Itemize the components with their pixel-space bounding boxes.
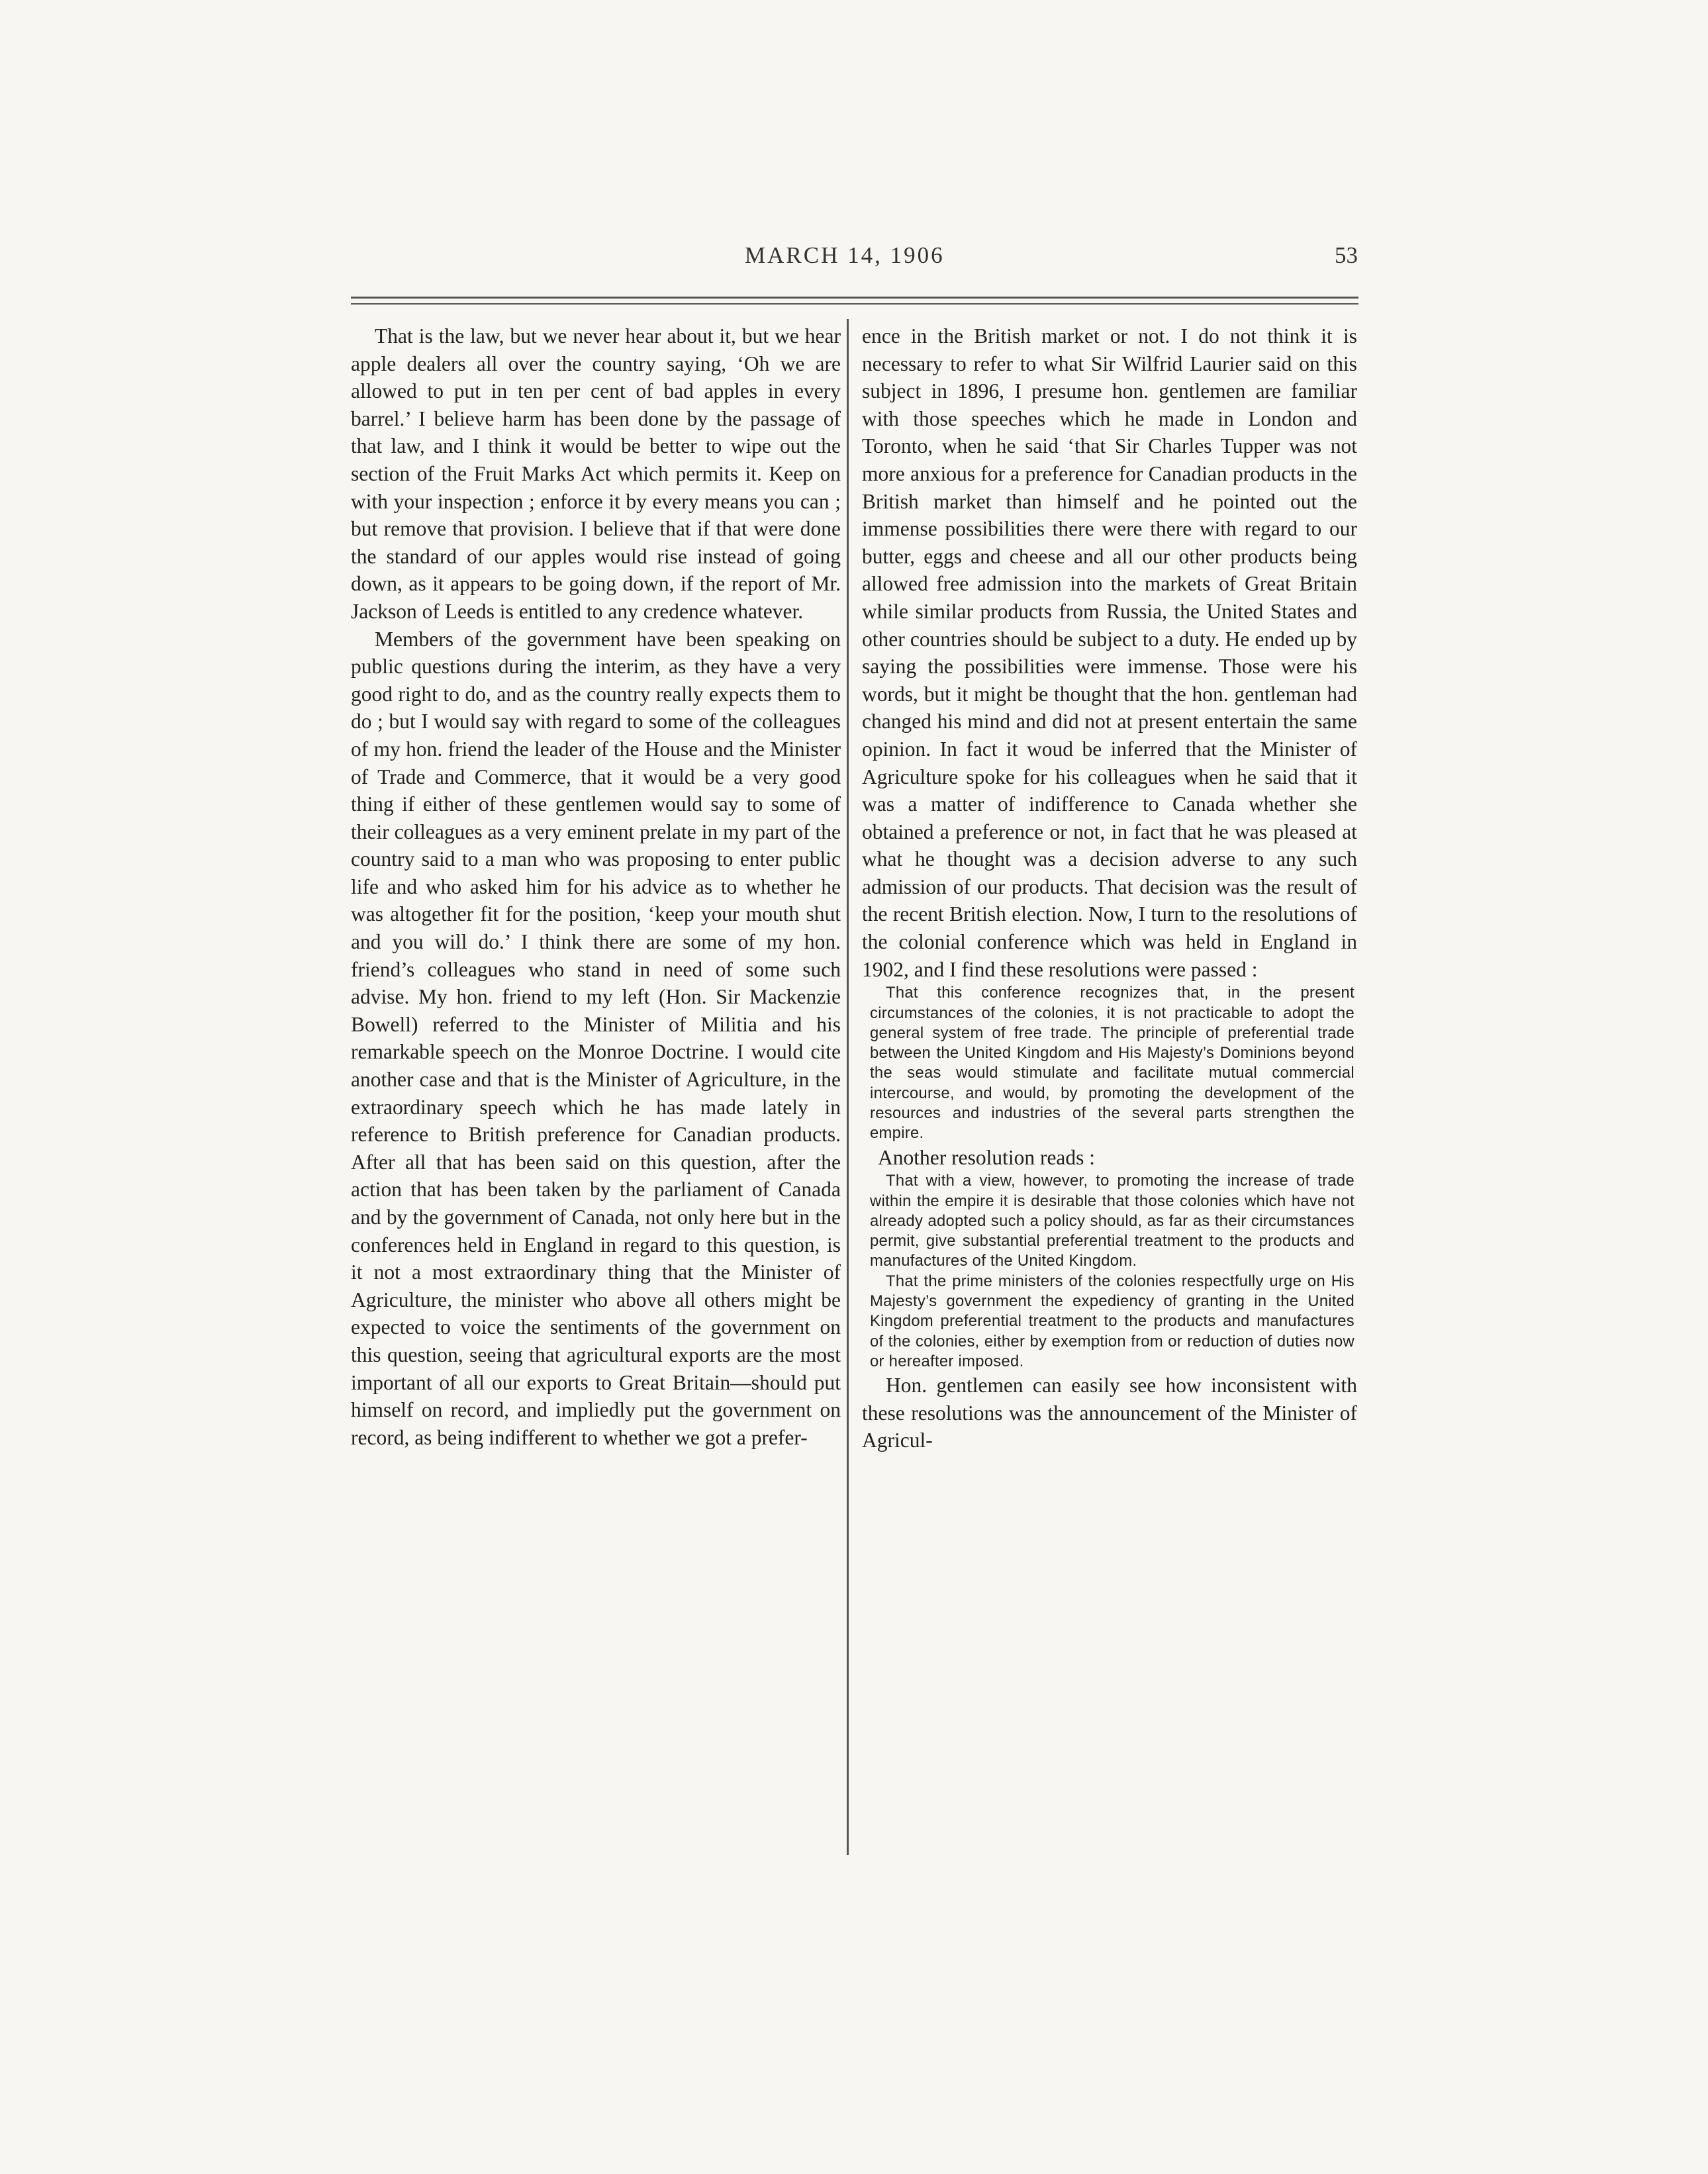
quoted-resolution: That with a view, however, to promoting the increase of trade within the empire it is desirable that those colonies which have not already adopted such a policy should, as far as their circumstances permit, give substantial preferential treatment to the products and manufactures of the United Kingdom. <box>870 1172 1354 1270</box>
page-number: 53 <box>1335 242 1358 268</box>
paragraph: Hon. gentlemen can easily see how inconsistent with these resolutions was the announcement of the Minister of Agricul- <box>862 1374 1357 1452</box>
right-column <box>862 322 1357 1454</box>
left-column <box>351 322 841 1451</box>
paragraph: That is the law, but we never hear about it, but we hear apple dealers all over the country saying, ‘Oh we are allowed to put in ten per cent of bad apples in every barrel.’ I believe harm has been done by the passage of that law, and I think it would be better to wipe out the section of the Fruit Marks Act which permits it. Keep on with your inspection ; enforce it by every means you can ; but remove that provision. I believe that if that were done the standard of our apples would rise instead of going down, as it appears to be going down, if the report of Mr. Jackson of Leeds is entitled to any credence whatever. <box>351 324 841 623</box>
paragraph: Members of the government have been speaking on public questions during the interim, as they have a very good right to do, and as the country really expects them to do ; but I would say with regard to some of the colleagues of my hon. friend the leader of the House and the Minister of Trade and Commerce, that it would be a very good thing if either of these gentlemen would say to some of their colleagues as a very eminent prelate in my part of the country said to a man who was proposing to enter public life and who asked him for his advice as to whether he was altogether fit for the position, ‘keep your mouth shut and you will do.’ I think there are some of my hon. friend’s colleagues who stand in need of some such advise. My hon. friend to my left (Hon. Sir Mackenzie Bowell) referred to the Minister of Militia and his remarkable speech on the Monroe Doctrine. I would cite another case and that is the Minister of Agriculture, in the extraordinary speech which he has made lately in reference to British preference for Canadian products. After all that has been said on this question, after the action that has been taken by the parliament of Canada and by the government of Canada, not only here but in the conferences held in England in regard to this question, is it not a most extraordinary thing that the Minister of Agriculture, the minister who above all others might be expected to voice the sentiments of the government on this question, seeing that agricultural exports are the most important of all our exports to Great Britain—should put himself on record, and impliedly put the government on record, as being indifferent to whether we got a prefer- <box>351 627 841 1449</box>
header-rule-thin <box>351 303 1358 305</box>
quoted-resolution: That this conference recognizes that, in the present circumstances of the colonies, it is not practicable to adopt the general system of free trade. The principle of preferential trade between the United Kingdom and His Majesty’s Dominions beyond the seas would stimulate and facilitate mutual commercial intercourse, and would, by promoting the development of the resources and industries of the several parts strengthen the empire. <box>870 984 1354 1143</box>
page-date-header: MARCH 14, 1906 <box>745 242 945 268</box>
paragraph-lead: Another resolution reads : <box>878 1145 1096 1169</box>
quoted-resolution: That the prime ministers of the colonies respectfully urge on His Majesty’s government the expediency of granting in the United Kingdom preferential treatment to the products and manufactures of the colonies, either by exemption from or reduction of duties now or hereafter imposed. <box>870 1272 1354 1370</box>
header-rule <box>351 297 1358 299</box>
paragraph: ence in the British market or not. I do not think it is necessary to refer to what Sir Wilfrid Laurier said on this subject in 1896, I presume hon. gentlemen are familiar with those speeches which he made in London and Toronto, when he said ‘that Sir Charles Tupper was not more anxious for a preference for Canadian products in the British market than himself and he pointed out the immense possibilities there were there with regard to our butter, eggs and cheese and all our other products being allowed free admission into the markets of Great Britain while similar products from Russia, the United States and other countries should be subject to a duty. He ended up by saying the possibilities were immense. Those were his words, but it might be thought that the hon. gentleman had changed his mind and did not at present entertain the same opinion. In fact it woud be inferred that the Minister of Agriculture spoke for his colleagues when he said that it was a matter of indifference to Canada whether she obtained a preference or not, in fact that he was pleased at what he thought was a decision adverse to any such admission of our products. That decision was the result of the recent British election. Now, I turn to the resolutions of the colonial conference which was held in England in 1902, and I find these resolutions were passed : <box>862 324 1357 981</box>
column-divider <box>847 319 849 1855</box>
